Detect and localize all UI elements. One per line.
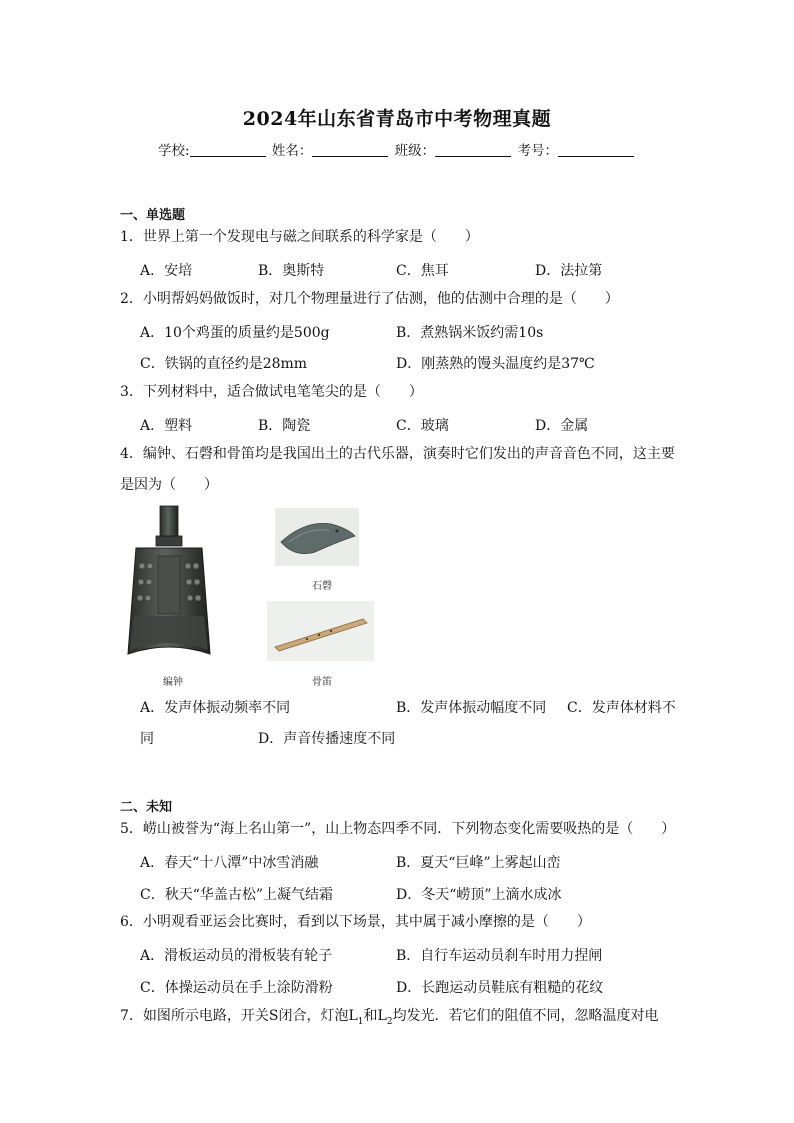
question-7: [120, 1002, 680, 1036]
q3-option-c[interactable]: C．玻璃: [396, 418, 449, 434]
student-info-line: [0, 139, 794, 159]
question-6: 6．小明观看亚运会比赛时，看到以下场景，其中属于减小摩擦的是（ ）: [120, 914, 591, 930]
name-label: 姓名：: [271, 143, 313, 159]
q6-option-a[interactable]: A．滑板运动员的滑板装有轮子: [140, 948, 333, 964]
q1-option-a[interactable]: A．安培: [140, 263, 193, 279]
q6-option-c[interactable]: C．体操运动员在手上涂防滑粉: [140, 980, 333, 996]
question-1: 1．世界上第一个发现电与磁之间联系的科学家是（ ）: [120, 229, 479, 245]
q7-text-post: 均发光．若它们的阻值不同，忽略温度对电: [392, 1008, 659, 1024]
q5-option-b[interactable]: B．夏天“巨峰”上雾起山峦: [396, 855, 561, 871]
section-heading: 二、未知: [120, 800, 173, 815]
exam-number-label: 考号：: [517, 143, 558, 159]
q3-option-d[interactable]: D．金属: [535, 418, 589, 434]
question-5: 5．崂山被誉为“海上名山第一”，山上物态四季不同．下列物态变化需要吸热的是（ ）: [120, 821, 676, 837]
school-label: 学校:: [158, 143, 190, 159]
q2-option-b[interactable]: B．煮熟锅米饭约需10s: [396, 325, 544, 341]
q2-option-d[interactable]: D．刚蒸熟的馒头温度约是37℃: [396, 356, 595, 372]
q6-option-d[interactable]: D．长跑运动员鞋底有粗糙的花纹: [396, 980, 604, 996]
q1-option-d[interactable]: D．法拉第: [535, 263, 603, 279]
page-title: 2024年山东省青岛市中考物理真题: [242, 108, 552, 130]
q7-sub-2: 2: [386, 1016, 393, 1027]
question-4-line-1: 4．编钟、石磬和骨笛均是我国出土的古代乐器，演奏时它们发出的声音音色不同，这主要: [120, 446, 675, 462]
q7-text-mid: 和L: [363, 1008, 387, 1024]
q4-option-d[interactable]: D．声音传播速度不同: [258, 731, 396, 747]
q5-option-c[interactable]: C．秋天“华盖古松”上凝气结霜: [140, 887, 334, 903]
bone-flute-caption: 骨笛: [312, 677, 332, 688]
bianzhong-caption: 编钟: [163, 677, 183, 688]
q4-option-a[interactable]: A．发声体振动频率不同: [140, 700, 291, 716]
name-blank[interactable]: [312, 142, 388, 157]
q3-option-a[interactable]: A．塑料: [140, 418, 193, 434]
q2-option-c[interactable]: C．铁锅的直径约是28mm: [140, 356, 308, 372]
question-3: 3．下列材料中，适合做试电笔笔尖的是（ ）: [120, 384, 423, 400]
q5-option-a[interactable]: A．春天“十八潭”中冰雪消融: [140, 855, 319, 871]
q7-text-pre: 7．如图所示电路，开关S闭合，灯泡L: [120, 1008, 358, 1024]
class-label: 班级：: [394, 143, 436, 159]
q6-option-b[interactable]: B．自行车运动员刹车时用力捏闸: [396, 948, 603, 964]
bianzhong-bell-image: [124, 504, 214, 660]
q4-option-c[interactable]: C．发声体材料不: [567, 700, 676, 716]
exam-number-blank[interactable]: [558, 142, 634, 157]
section-heading: 一、单选题: [120, 208, 186, 223]
q1-option-c[interactable]: C．焦耳: [396, 263, 449, 279]
class-blank[interactable]: [435, 142, 511, 157]
q5-option-d[interactable]: D．冬天“崂顶”上滴水成冰: [396, 887, 562, 903]
q2-option-a[interactable]: A．10个鸡蛋的质量约是500g: [140, 325, 330, 341]
stone-chime-caption: 石磬: [312, 581, 332, 592]
question-4-line-2: 是因为（ ）: [120, 477, 218, 493]
stone-chime-image: [275, 508, 359, 566]
q4-option-c-continued: 同: [140, 731, 154, 747]
question-2: 2．小明帮妈妈做饭时，对几个物理量进行了估测，他的估测中合理的是（ ）: [120, 291, 619, 307]
q7-sub-1: 1: [357, 1016, 364, 1027]
q4-option-b[interactable]: B．发声体振动幅度不同: [396, 700, 547, 716]
q3-option-b[interactable]: B．陶瓷: [258, 418, 311, 434]
q1-option-b[interactable]: B．奥斯特: [258, 263, 325, 279]
bone-flute-image: [267, 601, 374, 661]
school-blank[interactable]: [190, 142, 266, 157]
